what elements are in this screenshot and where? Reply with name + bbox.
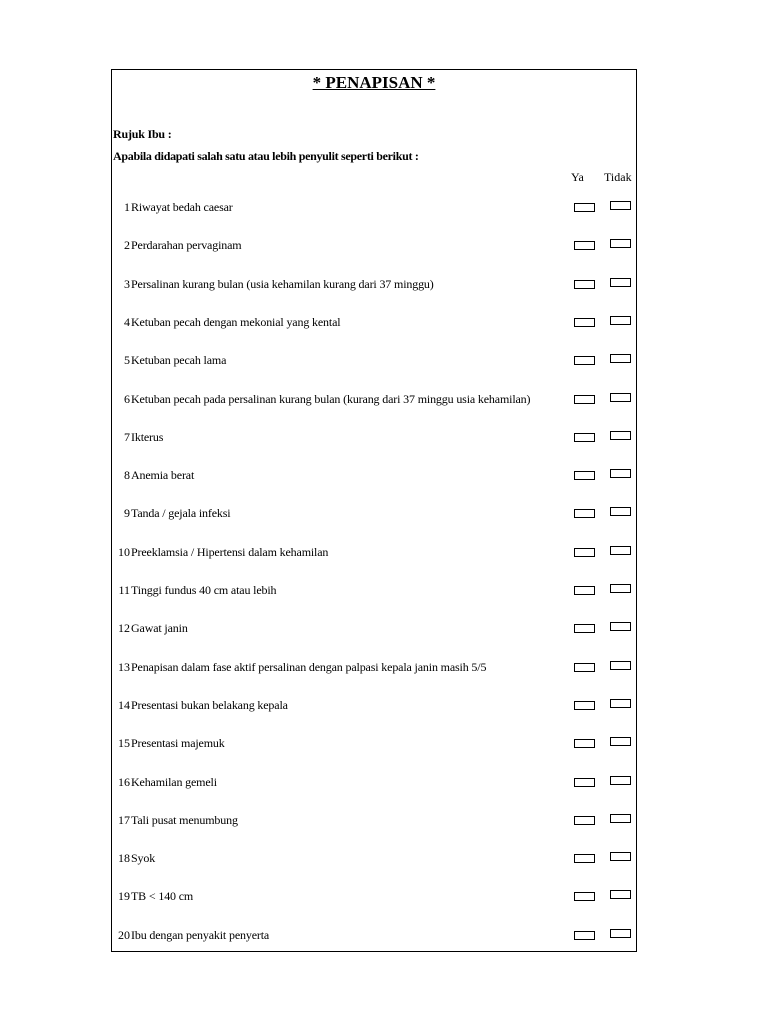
section-label: Rujuk Ibu : bbox=[113, 127, 172, 141]
checkbox-no[interactable] bbox=[610, 622, 631, 631]
criteria-number: 17 bbox=[118, 813, 130, 827]
criteria-number: 4 bbox=[124, 315, 130, 329]
criteria-row bbox=[112, 810, 636, 830]
criteria-text: Gawat janin bbox=[131, 621, 188, 635]
criteria-number: 8 bbox=[124, 468, 130, 482]
checkbox-yes[interactable] bbox=[574, 892, 595, 901]
checkbox-yes[interactable] bbox=[574, 663, 595, 672]
criteria-text: Tali pusat menumbung bbox=[131, 813, 238, 827]
criteria-row bbox=[112, 657, 636, 677]
criteria-text: Preeklamsia / Hipertensi dalam kehamilan bbox=[131, 545, 329, 559]
checkbox-yes[interactable] bbox=[574, 586, 595, 595]
checkbox-yes[interactable] bbox=[574, 509, 595, 518]
criteria-text: Persalinan kurang bulan (usia kehamilan kurang dari 37 minggu) bbox=[131, 277, 434, 291]
checkbox-no[interactable] bbox=[610, 431, 631, 440]
checkbox-yes[interactable] bbox=[574, 931, 595, 940]
criteria-text: Ikterus bbox=[131, 430, 164, 444]
checkbox-no[interactable] bbox=[610, 239, 631, 248]
checkbox-no[interactable] bbox=[610, 852, 631, 861]
checkbox-yes[interactable] bbox=[574, 395, 595, 404]
checkbox-yes[interactable] bbox=[574, 778, 595, 787]
criteria-row bbox=[112, 274, 636, 294]
checkbox-no[interactable] bbox=[610, 890, 631, 899]
criteria-row bbox=[112, 542, 636, 562]
column-header-yes: Ya bbox=[571, 170, 584, 184]
form-frame bbox=[111, 69, 637, 952]
criteria-row bbox=[112, 886, 636, 906]
criteria-row bbox=[112, 350, 636, 370]
criteria-text: Presentasi majemuk bbox=[131, 736, 225, 750]
checkbox-yes[interactable] bbox=[574, 318, 595, 327]
criteria-text: Ketuban pecah lama bbox=[131, 353, 227, 367]
checkbox-no[interactable] bbox=[610, 929, 631, 938]
checkbox-yes[interactable] bbox=[574, 816, 595, 825]
criteria-number: 20 bbox=[118, 928, 130, 942]
criteria-text: Presentasi bukan belakang kepala bbox=[131, 698, 288, 712]
criteria-text: Penapisan dalam fase aktif persalinan dengan palpasi kepala janin masih 5/5 bbox=[131, 660, 487, 674]
criteria-row bbox=[112, 733, 636, 753]
checkbox-no[interactable] bbox=[610, 699, 631, 708]
checkbox-yes[interactable] bbox=[574, 624, 595, 633]
form-title bbox=[112, 72, 636, 94]
criteria-text: Ketuban pecah pada persalinan kurang bulan (kurang dari 37 minggu usia kehamilan) bbox=[131, 392, 531, 406]
criteria-number: 13 bbox=[118, 660, 130, 674]
checkbox-yes[interactable] bbox=[574, 433, 595, 442]
intro-text: Apabila didapati salah satu atau lebih penyulit seperti berikut : bbox=[113, 149, 419, 163]
checkbox-no[interactable] bbox=[610, 814, 631, 823]
criteria-number: 9 bbox=[124, 506, 130, 520]
criteria-text: Tanda / gejala infeksi bbox=[131, 506, 231, 520]
criteria-row bbox=[112, 235, 636, 255]
criteria-text: TB < 140 cm bbox=[131, 889, 194, 903]
criteria-number: 14 bbox=[118, 698, 130, 712]
checkbox-yes[interactable] bbox=[574, 548, 595, 557]
criteria-text: Anemia berat bbox=[131, 468, 195, 482]
criteria-number: 15 bbox=[118, 736, 130, 750]
checkbox-no[interactable] bbox=[610, 546, 631, 555]
criteria-number: 12 bbox=[118, 621, 130, 635]
criteria-number: 10 bbox=[118, 545, 130, 559]
checkbox-no[interactable] bbox=[610, 316, 631, 325]
criteria-row bbox=[112, 389, 636, 409]
criteria-text: Tinggi fundus 40 cm atau lebih bbox=[131, 583, 277, 597]
checkbox-yes[interactable] bbox=[574, 203, 595, 212]
criteria-number: 3 bbox=[124, 277, 130, 291]
criteria-text: Kehamilan gemeli bbox=[131, 775, 217, 789]
checkbox-yes[interactable] bbox=[574, 701, 595, 710]
criteria-number: 5 bbox=[124, 353, 130, 367]
checkbox-yes[interactable] bbox=[574, 241, 595, 250]
criteria-text: Ibu dengan penyakit penyerta bbox=[131, 928, 270, 942]
checkbox-no[interactable] bbox=[610, 278, 631, 287]
checkbox-no[interactable] bbox=[610, 776, 631, 785]
criteria-number: 2 bbox=[124, 238, 130, 252]
checkbox-yes[interactable] bbox=[574, 739, 595, 748]
criteria-number: 7 bbox=[124, 430, 130, 444]
criteria-number: 1 bbox=[124, 200, 130, 214]
checkbox-no[interactable] bbox=[610, 201, 631, 210]
checkbox-no[interactable] bbox=[610, 393, 631, 402]
criteria-text: Riwayat bedah caesar bbox=[131, 200, 233, 214]
criteria-number: 19 bbox=[118, 889, 130, 903]
criteria-row bbox=[112, 312, 636, 332]
checkbox-no[interactable] bbox=[610, 507, 631, 516]
criteria-row bbox=[112, 848, 636, 868]
checkbox-no[interactable] bbox=[610, 354, 631, 363]
criteria-row bbox=[112, 465, 636, 485]
checkbox-yes[interactable] bbox=[574, 471, 595, 480]
criteria-number: 18 bbox=[118, 851, 130, 865]
checkbox-no[interactable] bbox=[610, 584, 631, 593]
criteria-row bbox=[112, 427, 636, 447]
checkbox-no[interactable] bbox=[610, 661, 631, 670]
column-header-no: Tidak bbox=[604, 170, 632, 184]
criteria-row bbox=[112, 618, 636, 638]
checkbox-yes[interactable] bbox=[574, 280, 595, 289]
criteria-row bbox=[112, 580, 636, 600]
criteria-number: 16 bbox=[118, 775, 130, 789]
checkbox-yes[interactable] bbox=[574, 356, 595, 365]
criteria-row bbox=[112, 503, 636, 523]
checkbox-yes[interactable] bbox=[574, 854, 595, 863]
criteria-text: Syok bbox=[131, 851, 156, 865]
form-title-text: * PENAPISAN * bbox=[312, 73, 436, 92]
criteria-text: Ketuban pecah dengan mekonial yang kental bbox=[131, 315, 341, 329]
checkbox-no[interactable] bbox=[610, 469, 631, 478]
criteria-number: 11 bbox=[118, 583, 130, 597]
criteria-row bbox=[112, 695, 636, 715]
checkbox-no[interactable] bbox=[610, 737, 631, 746]
criteria-row bbox=[112, 772, 636, 792]
criteria-text: Perdarahan pervaginam bbox=[131, 238, 242, 252]
criteria-number: 6 bbox=[124, 392, 130, 406]
criteria-row bbox=[112, 197, 636, 217]
criteria-row bbox=[112, 925, 636, 945]
